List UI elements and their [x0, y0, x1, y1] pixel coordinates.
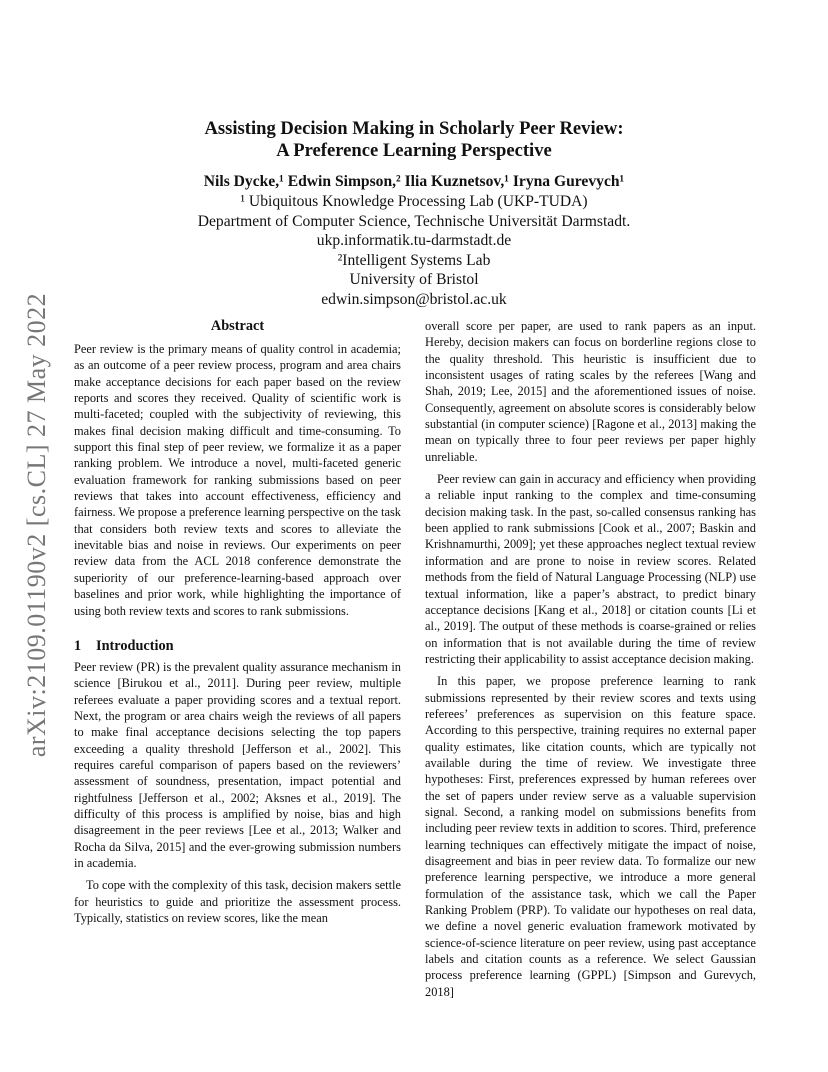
body-paragraph: Peer review can gain in accuracy and efficiency when providing a reliable input ranking to the complex and time-consuming decision making task. In the past, so-called consensus ranking has been applied to rank submissions [Cook et al., 2007; Baskin and Krishnamurthi, 2009]; yet these approaches neglect textual review information and are prone to noise in review scores. Related methods from the field of Natural Language Processing (NLP) use textual information, like a paper’s abstract, to predict binary acceptance decisions [Kang et al., 2018] or citation counts [Li et al., 2019]. The output of these methods is coarse-grained or relies on information that is not available during the time of review restricting their applicability to assist acceptance decision making.: [425, 472, 756, 666]
intro-paragraph: To cope with the complexity of this task, decision makers settle for heuristics to guide and prioritize the assessment process. Typically, statistics on review scores, like the mean: [74, 878, 401, 925]
affiliations: [150, 192, 678, 310]
arxiv-sidebar: [12, 290, 62, 760]
right-column: [425, 318, 756, 1006]
affiliation-line: Department of Computer Science, Technische Universität Darmstadt.: [197, 212, 631, 230]
section-number: 1: [74, 637, 82, 654]
affiliation-url: ukp.informatik.tu-darmstadt.de: [316, 232, 512, 250]
abstract-heading: Abstract: [210, 318, 265, 334]
affiliation-line: ²Intelligent Systems Lab: [337, 251, 491, 269]
affiliation-line: University of Bristol: [349, 271, 479, 289]
abstract-text: Peer review is the primary means of quality control in academia; as an outcome of a peer review process, program and area chairs make acceptance decisions for each paper based on the review reports and scores they received. Quality of scientific work is multi-faceted; coupled with the subjectivity of reviewing, this makes final decision making difficult and time-consuming. To support this final step of peer review, we formalize it as a paper ranking problem. We introduce a novel, multi-faceted generic evaluation framework for ranking submissions based on peer reviews that takes into account effectiveness, efficiency and fairness. We propose a preference learning perspective on the task that considers both review texts and scores to alleviate the inevitable bias and noise in reviews. Our experiments on peer review data from the ACL 2018 conference demonstrate the superiority of our preference-learning-based approach over baselines and prior work, while highlighting the importance of using both review texts and scores to rank submissions.: [74, 342, 401, 618]
author-list: [150, 172, 678, 192]
title-line-2: A Preference Learning Perspective: [276, 140, 552, 161]
paper-title: [150, 118, 678, 162]
body-paragraph: In this paper, we propose preference learning to rank submissions represented by their review scores and texts using referees’ preferences as supervision on this feature space. According to this perspective, training requires no external paper quality estimates, like citation counts, which are typically not available during the time of review. We investigate three hypotheses: First, preferences expressed by human referees over the set of papers under review serve as a valuable supervision signal. Second, a ranking model on submissions benefits from including peer review texts in addition to scores. Third, preference learning techniques can effectively mitigate the impact of noise, disagreement and bias in peer review data. To formalize our new preference learning perspective, we introduce a more general formulation of the assistance task, which we call the Paper Ranking Problem (PRP). To validate our hypotheses on real data, we define a novel generic evaluation framework motivated by science-of-science literature on peer review, using past acceptance labels and citation counts as a reference. We select Gaussian process preference learning (GPPL) [Simpson and Gurevych, 2018]: [425, 674, 756, 999]
section-title: Introduction: [96, 637, 174, 654]
affiliation-email: edwin.simpson@bristol.ac.uk: [321, 290, 507, 308]
body-paragraph: overall score per paper, are used to rank papers as an input. Hereby, decision makers can focus on borderline regions close to the quality threshold. This heuristic is insufficient due to inconsistent usages of rating scales by the referees [Wang and Shah, 2019; Lee, 2015] and the aforementioned issues of noise. Consequently, agreement on absolute scores is considerably below substantial (in computer science) [Ragone et al., 2013] making the mean on typically three to four peer reviews per paper highly unreliable.: [425, 319, 756, 464]
arxiv-identifier: arXiv:2109.01190v2 [cs.CL] 27 May 2022: [22, 292, 51, 758]
affiliation-line: ¹ Ubiquitous Knowledge Processing Lab (UKP-TUDA): [240, 193, 588, 210]
title-line-1: Assisting Decision Making in Scholarly Peer Review:: [204, 118, 624, 139]
left-column: [74, 317, 401, 932]
authors-text: Nils Dycke,¹ Edwin Simpson,² Ilia Kuznetsov,¹ Iryna Gurevych¹: [203, 173, 625, 190]
intro-paragraph: Peer review (PR) is the prevalent quality assurance mechanism in science [Birukou et al., 2011]. During peer review, multiple referees evaluate a paper providing scores and a textual report. Next, the program or area chairs weigh the reviews of all papers to make final acceptance decisions selecting the top papers exceeding a quality threshold [Jefferson et al., 2002]. This requires careful comparison of papers based on the reviewers’ assessment of soundness, presentation, impact potential and rightfulness [Jefferson et al., 2002; Aksnes et al., 2019]. The difficulty of this process is amplified by noise, bias and high disagreement in the peer reviews [Lee et al., 2013; Walker and Rocha da Silva, 2015] and the ever-growing submission numbers in academia.: [74, 659, 401, 870]
paper-header: [150, 118, 678, 310]
section-heading-introduction: [74, 637, 401, 655]
